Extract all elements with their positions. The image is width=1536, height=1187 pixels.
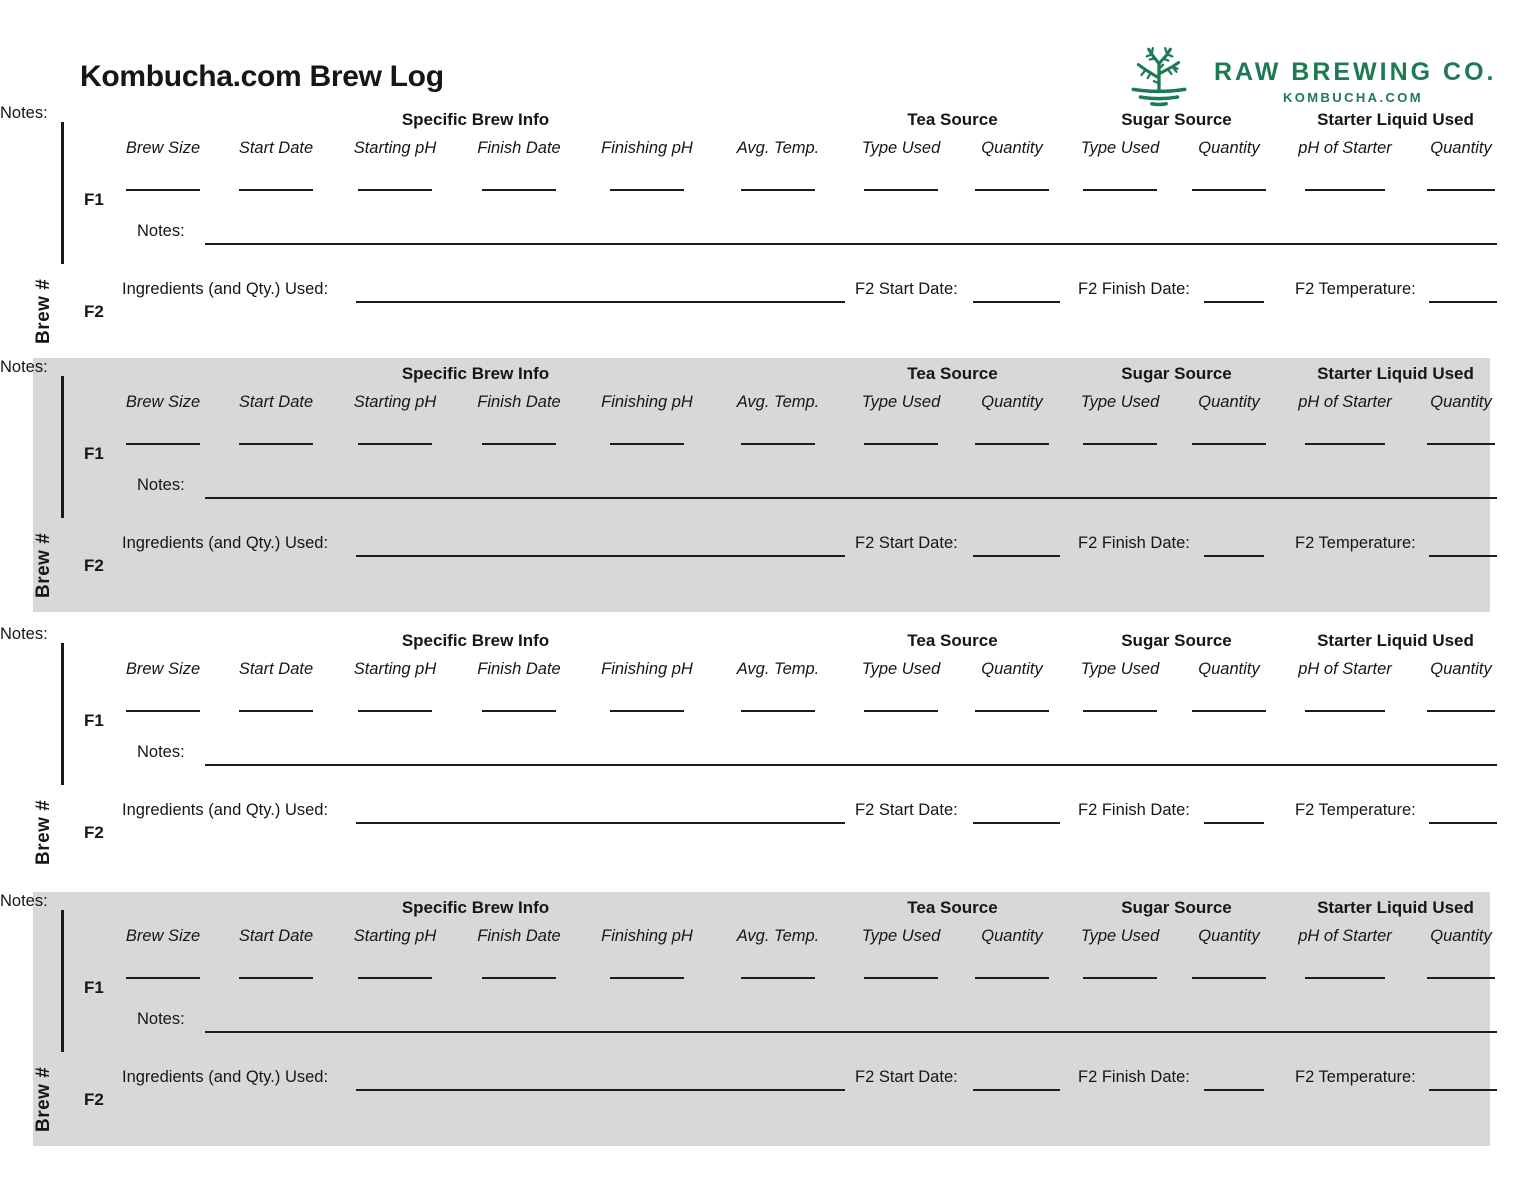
specific-brew-info-header: Specific Brew Info [401,364,550,383]
brew-entry-section [0,892,1536,1146]
f2-temperature-field[interactable] [1429,555,1497,557]
f2-start-date-field[interactable] [973,555,1060,557]
start-date-field[interactable] [239,189,313,191]
f2-notes-label: Notes: [0,625,48,643]
tea-quantity-field[interactable] [975,189,1049,191]
col-label-starting-ph: Starting pH [353,660,437,678]
f2-start-date-field[interactable] [973,822,1060,824]
col-label-sugar-quantity: Quantity [1198,660,1260,678]
col-label-finish-date: Finish Date [477,139,561,157]
f2-temperature-field[interactable] [1429,1089,1497,1091]
finish-date-field[interactable] [482,977,556,979]
f2-finish-date-field[interactable] [1204,301,1264,303]
f2-start-date-field[interactable] [973,1089,1060,1091]
finish-date-field[interactable] [482,710,556,712]
f1-notes-field[interactable] [205,497,1497,499]
starter-quantity-field[interactable] [1427,443,1495,445]
brew-bracket-line [61,643,64,785]
brew-number-label: Brew # [33,278,54,344]
f2-start-date-field[interactable] [973,301,1060,303]
brew-bracket-line [61,910,64,1052]
col-label-starter-quantity: Quantity [1430,927,1492,945]
brew-entries [0,104,1536,1146]
col-label-sugar-quantity: Quantity [1198,393,1260,411]
avg-temp-field[interactable] [741,189,815,191]
col-label-starting-ph: Starting pH [353,139,437,157]
tea-type-field[interactable] [864,443,938,445]
f1-notes-field[interactable] [205,764,1497,766]
brew-bracket-line [61,122,64,264]
f1-label: F1 [84,190,104,209]
brew-entry-section [0,358,1536,612]
f1-label: F1 [84,444,104,463]
avg-temp-field[interactable] [741,710,815,712]
col-label-starting-ph: Starting pH [353,393,437,411]
finish-date-field[interactable] [482,189,556,191]
starting-ph-field[interactable] [358,710,432,712]
starter-liquid-header: Starter Liquid Used [1317,110,1474,129]
f2-label: F2 [84,302,104,321]
sugar-quantity-field[interactable] [1192,189,1266,191]
starting-ph-field[interactable] [358,443,432,445]
f2-temperature-label: F2 Temperature: [1295,534,1416,552]
col-label-finishing-ph: Finishing pH [601,927,693,945]
col-label-brew-size: Brew Size [125,139,201,157]
starter-ph-field[interactable] [1305,977,1385,979]
f2-notes-label: Notes: [0,892,48,910]
f1-notes-label: Notes: [137,743,185,761]
f2-finish-date-label: F2 Finish Date: [1078,1068,1190,1086]
col-label-brew-size: Brew Size [125,660,201,678]
ingredients-label: Ingredients (and Qty.) Used: [122,534,329,552]
f2-temperature-field[interactable] [1429,822,1497,824]
starter-ph-field[interactable] [1305,443,1385,445]
ingredients-field[interactable] [356,555,845,557]
col-label-tea-type: Type Used [861,927,941,945]
col-label-start-date: Start Date [238,139,314,157]
f1-notes-field[interactable] [205,243,1497,245]
brew-entry-section [0,625,1536,879]
col-label-sugar-quantity: Quantity [1198,927,1260,945]
starter-quantity-field[interactable] [1427,189,1495,191]
starter-liquid-header: Starter Liquid Used [1317,364,1474,383]
sugar-quantity-field[interactable] [1192,710,1266,712]
col-label-sugar-type: Type Used [1080,927,1160,945]
tea-type-field[interactable] [864,189,938,191]
finishing-ph-field[interactable] [610,977,684,979]
tea-quantity-field[interactable] [975,443,1049,445]
brand-site: KOMBUCHA.COM [1282,90,1423,105]
col-label-start-date: Start Date [238,393,314,411]
col-label-tea-type: Type Used [861,393,941,411]
col-label-starter-quantity: Quantity [1430,139,1492,157]
f2-label: F2 [84,823,104,842]
specific-brew-info-header: Specific Brew Info [401,898,550,917]
col-label-avg-temp: Avg. Temp. [736,927,820,945]
ingredients-label: Ingredients (and Qty.) Used: [122,280,329,298]
col-label-avg-temp: Avg. Temp. [736,660,820,678]
tea-source-header: Tea Source [907,364,998,383]
finish-date-field[interactable] [482,443,556,445]
col-label-finishing-ph: Finishing pH [601,660,693,678]
starter-ph-field[interactable] [1305,710,1385,712]
f2-temperature-label: F2 Temperature: [1295,1068,1416,1086]
f2-finish-date-field[interactable] [1204,822,1264,824]
sugar-source-header: Sugar Source [1121,364,1232,383]
sugar-source-header: Sugar Source [1121,898,1232,917]
tree-icon [1126,42,1192,112]
tea-source-header: Tea Source [907,898,998,917]
finishing-ph-field[interactable] [610,443,684,445]
col-label-finishing-ph: Finishing pH [601,393,693,411]
col-label-finish-date: Finish Date [477,927,561,945]
brew-size-field[interactable] [126,189,200,191]
col-label-avg-temp: Avg. Temp. [736,139,820,157]
col-label-starter-ph: pH of Starter [1298,660,1392,678]
col-label-sugar-type: Type Used [1080,660,1160,678]
col-label-tea-type: Type Used [861,660,941,678]
col-label-starter-ph: pH of Starter [1298,393,1392,411]
start-date-field[interactable] [239,443,313,445]
starter-liquid-header: Starter Liquid Used [1317,631,1474,650]
ingredients-field[interactable] [356,301,845,303]
tea-source-header: Tea Source [907,631,998,650]
starting-ph-field[interactable] [358,977,432,979]
start-date-field[interactable] [239,977,313,979]
finishing-ph-field[interactable] [610,189,684,191]
sugar-quantity-field[interactable] [1192,977,1266,979]
finishing-ph-field[interactable] [610,710,684,712]
col-label-start-date: Start Date [238,927,314,945]
sugar-source-header: Sugar Source [1121,631,1232,650]
f1-notes-label: Notes: [137,1010,185,1028]
col-label-starter-ph: pH of Starter [1298,139,1392,157]
sugar-type-field[interactable] [1083,443,1157,445]
start-date-field[interactable] [239,710,313,712]
col-label-start-date: Start Date [238,660,314,678]
sugar-quantity-field[interactable] [1192,443,1266,445]
tea-source-header: Tea Source [907,110,998,129]
col-label-finishing-ph: Finishing pH [601,139,693,157]
f2-start-date-label: F2 Start Date: [855,1068,958,1086]
specific-brew-info-header: Specific Brew Info [401,631,550,650]
f2-label: F2 [84,1090,104,1109]
starter-liquid-header: Starter Liquid Used [1317,898,1474,917]
sugar-source-header: Sugar Source [1121,110,1232,129]
brew-size-field[interactable] [126,710,200,712]
col-label-starting-ph: Starting pH [353,927,437,945]
brew-number-label: Brew # [33,532,54,598]
f2-temperature-label: F2 Temperature: [1295,801,1416,819]
col-label-brew-size: Brew Size [125,927,201,945]
col-label-brew-size: Brew Size [125,393,201,411]
sugar-type-field[interactable] [1083,189,1157,191]
col-label-tea-quantity: Quantity [981,139,1043,157]
tea-type-field[interactable] [864,977,938,979]
ingredients-label: Ingredients (and Qty.) Used: [122,801,329,819]
f1-notes-label: Notes: [137,476,185,494]
brew-size-field[interactable] [126,977,200,979]
col-label-sugar-quantity: Quantity [1198,139,1260,157]
f2-notes-label: Notes: [0,358,48,376]
col-label-starter-quantity: Quantity [1430,660,1492,678]
page-title: Kombucha.com Brew Log [80,60,444,93]
starting-ph-field[interactable] [358,189,432,191]
ingredients-label: Ingredients (and Qty.) Used: [122,1068,329,1086]
col-label-finish-date: Finish Date [477,393,561,411]
col-label-tea-quantity: Quantity [981,660,1043,678]
f1-label: F1 [84,978,104,997]
col-label-tea-type: Type Used [861,139,941,157]
avg-temp-field[interactable] [741,443,815,445]
starter-ph-field[interactable] [1305,189,1385,191]
brand-name: RAW BREWING CO. [1214,58,1497,86]
f2-label: F2 [84,556,104,575]
ingredients-field[interactable] [356,1089,845,1091]
tea-quantity-field[interactable] [975,977,1049,979]
f2-finish-date-field[interactable] [1204,555,1264,557]
f1-label: F1 [84,711,104,730]
f2-start-date-label: F2 Start Date: [855,801,958,819]
col-label-sugar-type: Type Used [1080,139,1160,157]
col-label-tea-quantity: Quantity [981,393,1043,411]
brew-number-label: Brew # [33,1066,54,1132]
f2-start-date-label: F2 Start Date: [855,280,958,298]
f2-finish-date-label: F2 Finish Date: [1078,801,1190,819]
brew-entry-section [0,104,1536,358]
col-label-finish-date: Finish Date [477,660,561,678]
col-label-starter-ph: pH of Starter [1298,927,1392,945]
f2-finish-date-field[interactable] [1204,1089,1264,1091]
col-label-tea-quantity: Quantity [981,927,1043,945]
col-label-starter-quantity: Quantity [1430,393,1492,411]
brew-bracket-line [61,376,64,518]
ingredients-field[interactable] [356,822,845,824]
f2-temperature-label: F2 Temperature: [1295,280,1416,298]
sugar-type-field[interactable] [1083,710,1157,712]
tea-type-field[interactable] [864,710,938,712]
brew-number-label: Brew # [33,799,54,865]
tea-quantity-field[interactable] [975,710,1049,712]
avg-temp-field[interactable] [741,977,815,979]
f1-notes-label: Notes: [137,222,185,240]
specific-brew-info-header: Specific Brew Info [401,110,550,129]
starter-quantity-field[interactable] [1427,710,1495,712]
f1-notes-field[interactable] [205,1031,1497,1033]
sugar-type-field[interactable] [1083,977,1157,979]
f2-finish-date-label: F2 Finish Date: [1078,280,1190,298]
col-label-avg-temp: Avg. Temp. [736,393,820,411]
col-label-sugar-type: Type Used [1080,393,1160,411]
brew-size-field[interactable] [126,443,200,445]
starter-quantity-field[interactable] [1427,977,1495,979]
f2-finish-date-label: F2 Finish Date: [1078,534,1190,552]
f2-notes-label: Notes: [0,104,48,122]
f2-temperature-field[interactable] [1429,301,1497,303]
f2-start-date-label: F2 Start Date: [855,534,958,552]
page-header [0,0,1536,104]
